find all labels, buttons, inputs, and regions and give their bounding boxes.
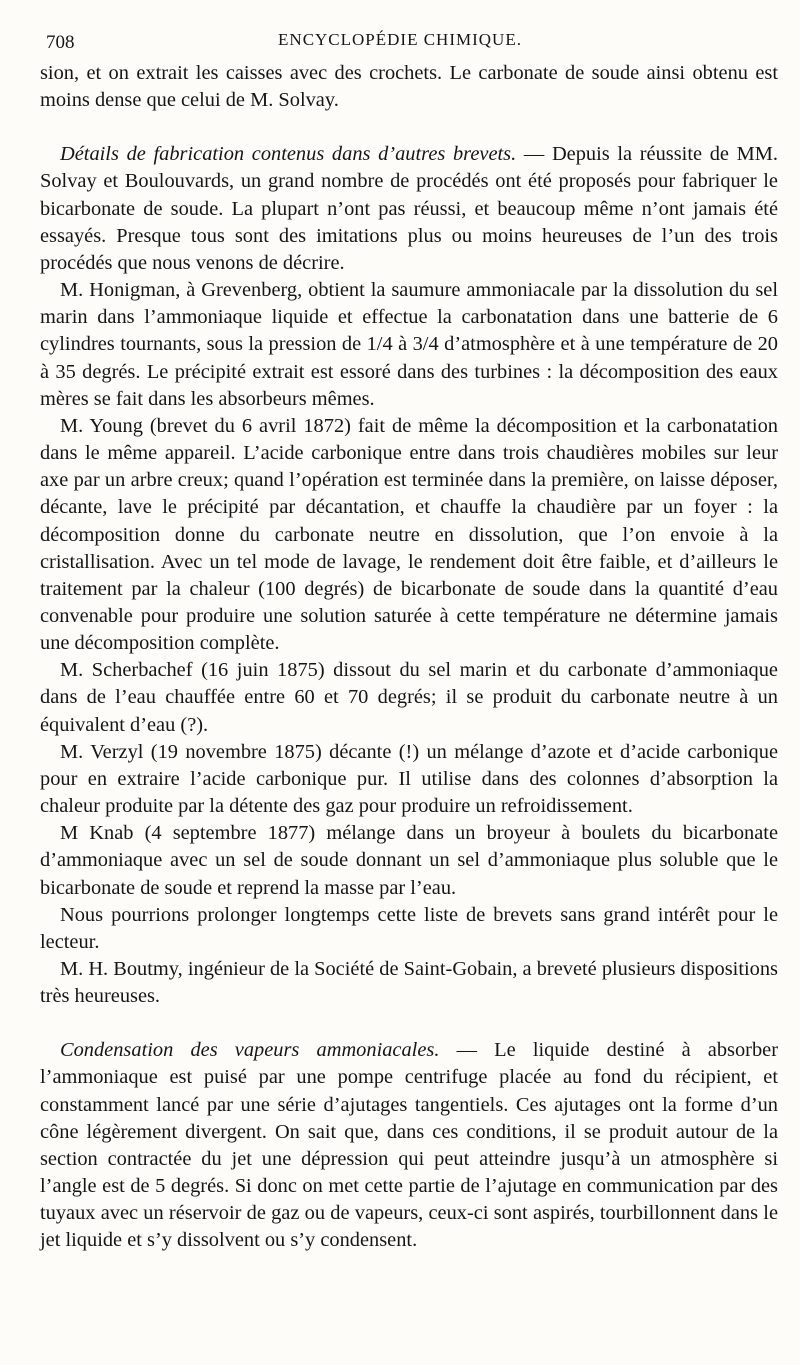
section-paragraph bbox=[40, 1037, 778, 1254]
section-heading: Détails de fabrication contenus dans d’autres brevets. bbox=[60, 143, 517, 166]
page-header bbox=[38, 28, 762, 58]
paragraph: M. Young (brevet du 6 avril 1872) fait de même la décomposition et la carbonatation dans le même appareil. L’acide carbonique entre dans trois chaudières mobiles sur leur axe par un arbre creux; quand l’opération est terminée dans la première, on laisse déposer, décante, lave le précipité par décantation, et chauffe la chaudière par un foyer : la décomposition donne du carbonate neutre en dissolution, que l’on envoie à la cristallisation. Avec un tel mode de lavage, le rendement doit être faible, et d’ailleurs le traitement par la chaleur (100 degrés) de bicarbonate de soude dans la quantité d’eau convenable pour produire une solution saturée à cette température ne détermine jamais une décomposition complète. bbox=[40, 414, 778, 655]
section-heading: Condensation des vapeurs ammoniacales. bbox=[60, 1039, 440, 1062]
paragraph: M. Honigman, à Grevenberg, obtient la saumure ammoniacale par la dissolution du sel marin dans l’ammoniaque liquide et effectue la carbonatation dans une batterie de 6 cylindres tournants, sous la pression de 1/4 à 3/4 d’atmosphère et à une température de 20 à 35 degrés. Le précipité extrait est essoré dans des turbines : la décomposition des eaux mères se fait dans les absorbeurs mêmes. bbox=[40, 279, 778, 410]
page-number: 708 bbox=[46, 32, 75, 53]
section-body: — Le liquide destiné à absorber l’ammoniaque est puisé par une pompe centrifuge placée au fond du récipient, et constamment lancé par une série d’ajutages tangentiels. Ces ajutages ont la forme d’un cône légèrement divergent. On sait que, dans ces conditions, il se produit autour de la section contractée du jet une dépression qui peut atteindre jusqu’à un atmosphère si l’angle est de 5 degrés. Si donc on met cette partie de l’ajutage en communication par des tuyaux avec un réservoir de gaz ou de vapeurs, ceux-ci sont aspirés, tourbillonnent dans le jet liquide et s’y dissolvent ou s’y condensent. bbox=[40, 1039, 778, 1252]
paragraph: M Knab (4 septembre 1877) mélange dans un broyeur à boulets du bicarbonate d’ammoniaque avec un sel de soude donnant un sel d’ammoniaque plus soluble que le bicarbonate de soude et reprend la masse par l’eau. bbox=[40, 822, 778, 899]
paragraph: M. Scherbachef (16 juin 1875) dissout du sel marin et du carbonate d’ammoniaque dans de l’eau chauffée entre 60 et 70 degrés; il se produit du carbonate neutre à un équivalent d’eau (?). bbox=[40, 659, 778, 736]
paragraph: Nous pourrions prolonger longtemps cette liste de brevets sans grand intérêt pour le lecteur. bbox=[40, 903, 778, 953]
body-text bbox=[40, 60, 778, 1255]
section-paragraph bbox=[40, 141, 778, 277]
paragraph: M. Verzyl (19 novembre 1875) décante (!) un mélange d’azote et d’acide carbonique pour en extraire l’acide carbonique pur. Il utilise dans des colonnes d’absorption la chaleur produite par la détente des gaz pour produire un refroidissement. bbox=[40, 740, 778, 818]
paragraph-continuation: sion, et on extrait les caisses avec des crochets. Le carbonate de soude ainsi obtenu est moins dense que celui de M. Solvay. bbox=[40, 62, 778, 112]
running-title: ENCYCLOPÉDIE CHIMIQUE. bbox=[278, 30, 522, 49]
section-body: — Depuis la réussite de MM. Solvay et Boulouvards, un grand nombre de procédés ont été proposés pour fabriquer le bicarbonate de soude. La plupart n’ont pas réussi, et beaucoup même n’ont jamais été essayés. Presque tous sont des imitations plus ou moins heureuses de l’un des trois procédés que nous venons de décrire. bbox=[40, 143, 778, 274]
paragraph: M. H. Boutmy, ingénieur de la Société de Saint-Gobain, a breveté plusieurs dispositions très heureuses. bbox=[40, 958, 778, 1008]
